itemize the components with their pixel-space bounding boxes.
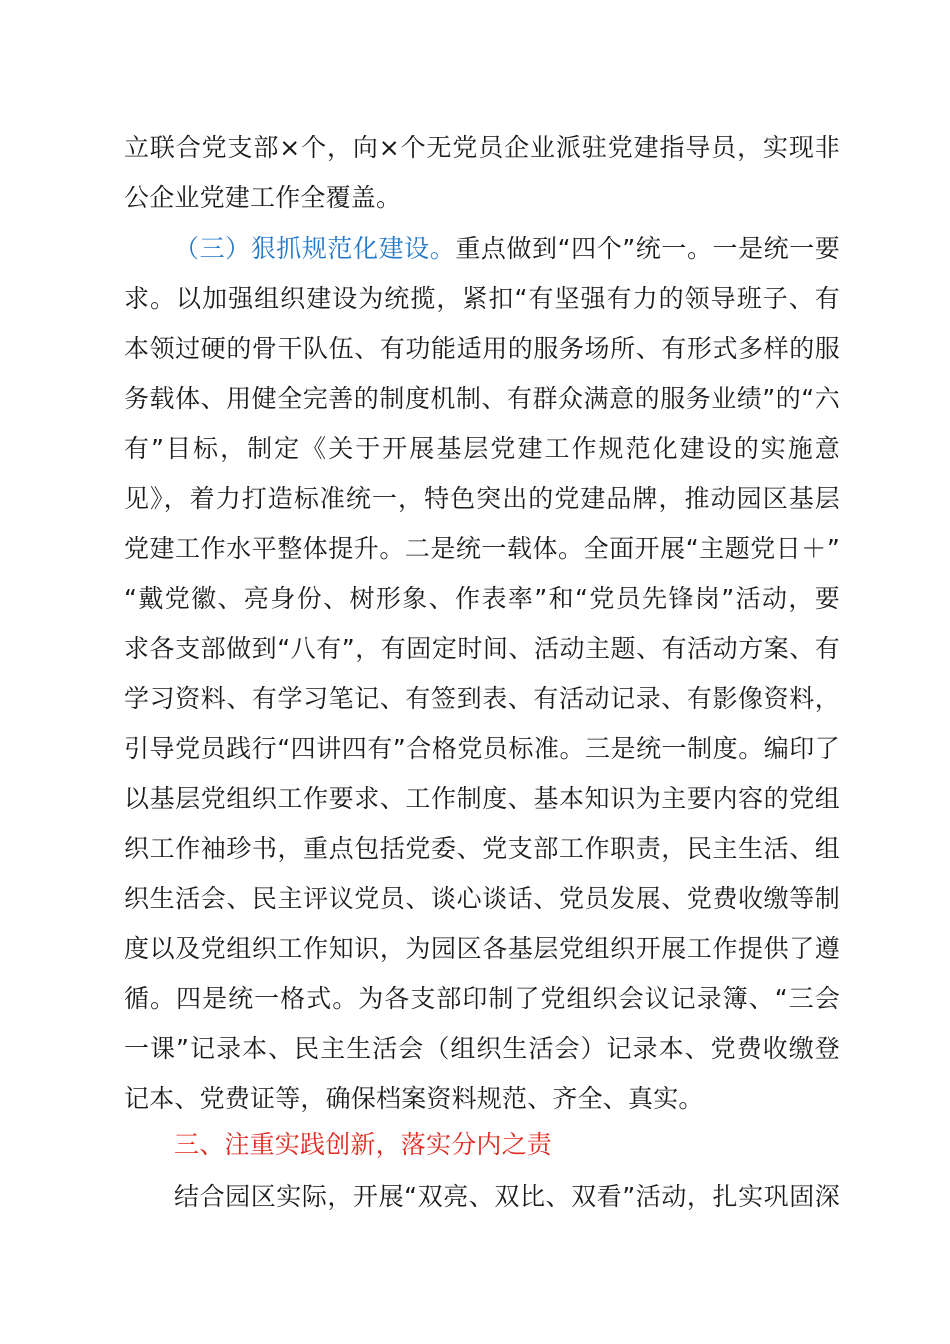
paragraph-line: 织生活会、民主评议党员、谈心谈话、党员发展、党费收缴等制 [124,884,840,913]
paragraph-line: 公企业党建工作全覆盖。 [124,183,402,212]
paragraph-line: 党建工作水平整体提升。二是统一载体。全面开展“主题党日＋” [124,534,840,563]
paragraph-line: 结合园区实际，开展“双亮、双比、双看”活动，扎实巩固深 [174,1182,840,1211]
paragraph-line: 本领过硬的骨干队伍、有功能适用的服务场所、有形式多样的服 [124,334,840,363]
section-heading: 三、注重实践创新，落实分内之责 [174,1130,553,1159]
paragraph-line: 有”目标，制定《关于开展基层党建工作规范化建设的实施意 [124,434,840,463]
paragraph-line: 求各支部做到“八有”，有固定时间、活动主题、有活动方案、有 [124,634,840,663]
paragraph-line: 务载体、用健全完善的制度机制、有群众满意的服务业绩”的“六 [124,384,840,413]
paragraph-line: 循。四是统一格式。为各支部印制了党组织会议记录簿、“三会 [124,984,840,1013]
paragraph-line: 求。以加强组织建设为统揽，紧扣“有坚强有力的领导班子、有 [124,284,840,313]
paragraph-text: 重点做到“四个”统一。一是统一要 [455,234,841,263]
paragraph-line: “戴党徽、亮身份、树形象、作表率”和“党员先锋岗”活动，要 [124,584,840,613]
paragraph-line: 记本、党费证等，确保档案资料规范、齐全、真实。 [124,1084,704,1113]
paragraph-line: 引导党员践行“四讲四有”合格党员标准。三是统一制度。编印了 [124,734,840,763]
paragraph-line: 度以及党组织工作知识，为园区各基层党组织开展工作提供了遵 [124,934,840,963]
paragraph-line: 立联合党支部×个，向×个无党员企业派驻党建指导员，实现非 [124,133,840,162]
paragraph-line [174,232,840,266]
paragraph-line: 织工作袖珍书，重点包括党委、党支部工作职责，民主生活、组 [124,834,840,863]
subsection-heading: （三）狠抓规范化建设。 [174,234,456,263]
paragraph-line: 以基层党组织工作要求、工作制度、基本知识为主要内容的党组 [124,784,840,813]
paragraph-line: 见》，着力打造标准统一，特色突出的党建品牌，推动园区基层 [124,484,840,513]
paragraph-line: 学习资料、有学习笔记、有签到表、有活动记录、有影像资料， [124,684,840,713]
paragraph-line: 一课”记录本、民主生活会（组织生活会）记录本、党费收缴登 [124,1034,840,1063]
